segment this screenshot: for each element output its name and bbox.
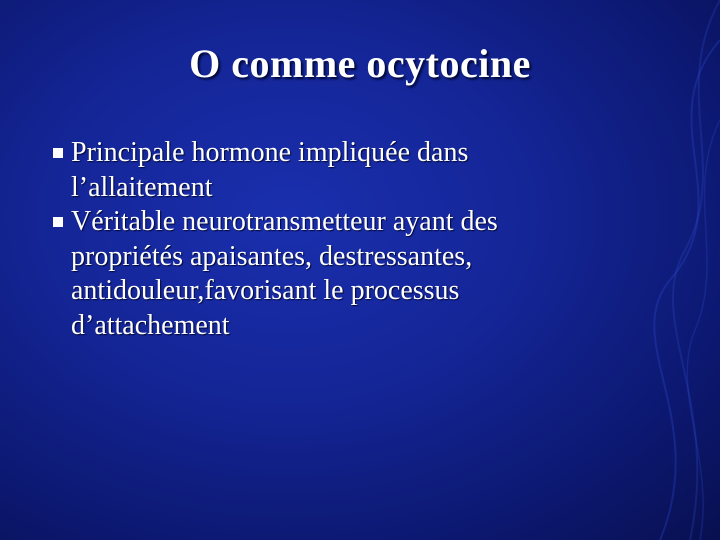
square-bullet-icon bbox=[53, 148, 63, 158]
bullet-item bbox=[52, 205, 612, 343]
bullet-text: Véritable neurotransmetteur ayant des propriétés apaisantes, destressantes, antidouleur,favorisant le processus d’attachement bbox=[71, 206, 498, 341]
bullet-list bbox=[52, 136, 612, 343]
square-bullet-icon bbox=[53, 217, 63, 227]
slide-title: O comme ocytocine bbox=[189, 41, 531, 86]
bullet-text: Principale hormone impliquée dans l’allaitement bbox=[71, 137, 469, 203]
bullet-item bbox=[52, 136, 612, 205]
